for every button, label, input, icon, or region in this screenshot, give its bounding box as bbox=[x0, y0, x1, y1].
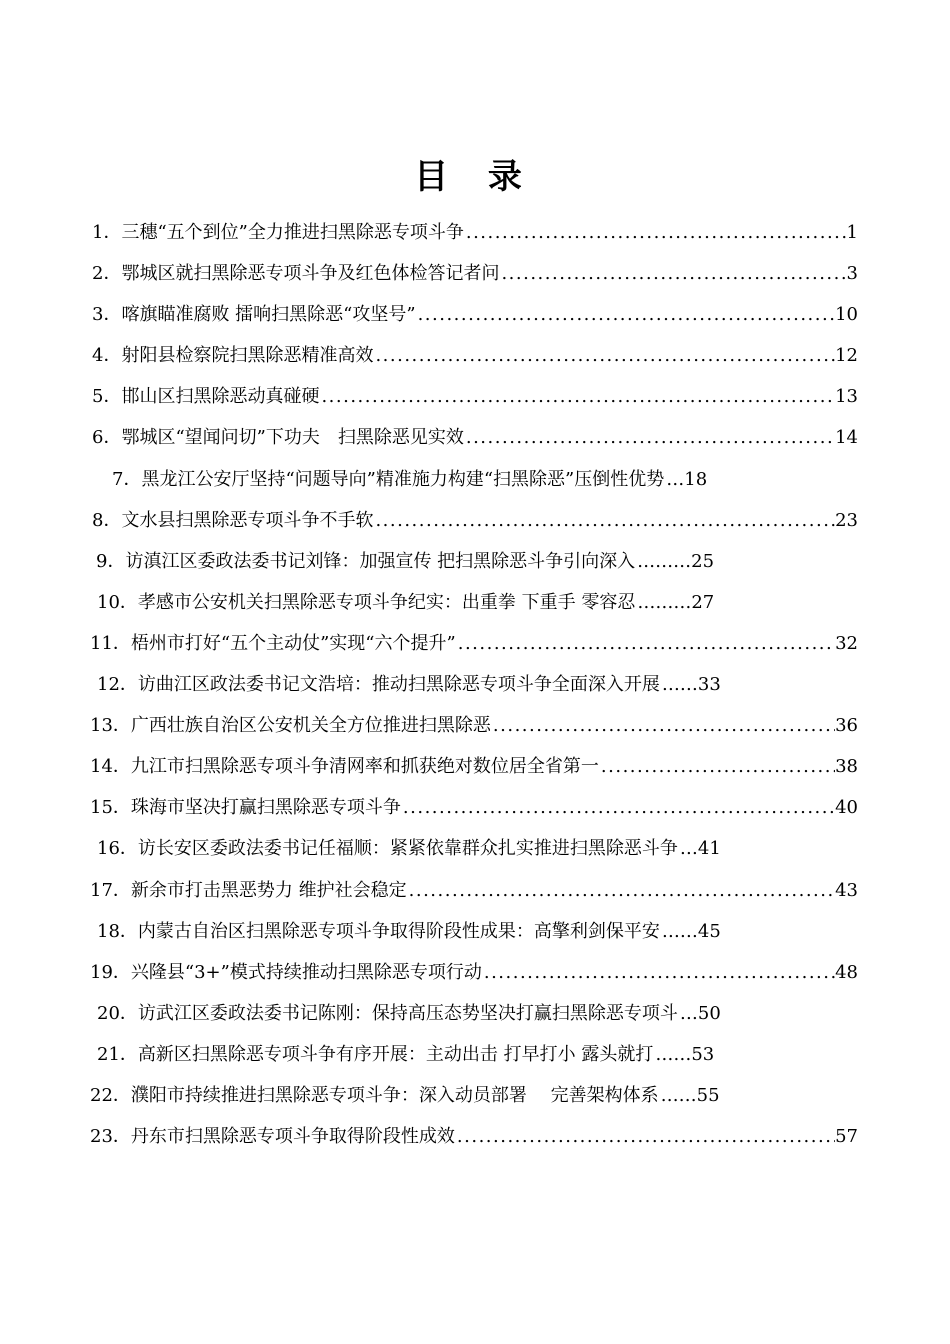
toc-entry[interactable] bbox=[0, 591, 856, 632]
toc-entry[interactable] bbox=[0, 837, 856, 878]
toc-entry[interactable] bbox=[0, 1002, 856, 1043]
toc-entry-number: 15． bbox=[90, 797, 131, 819]
toc-entry-number: 17． bbox=[90, 879, 131, 901]
toc-entry-number: 16． bbox=[97, 838, 138, 860]
toc-entry[interactable] bbox=[0, 796, 858, 837]
toc-entry-title: 兴隆县“3+”模式持续推动扫黑除恶专项行动 bbox=[130, 961, 482, 983]
toc-page-number: 40 bbox=[835, 797, 858, 819]
toc-ellipsis-leader: … bbox=[666, 468, 685, 490]
toc-entry-title: 濮阳市持续推进扫黑除恶专项斗争：深入动员部署 完善架构体系 bbox=[130, 1084, 659, 1106]
toc-page-number: 25 bbox=[691, 550, 715, 572]
toc-dot-leader bbox=[464, 221, 847, 245]
toc-entry[interactable] bbox=[0, 961, 858, 1002]
toc-page-number: 33 bbox=[697, 674, 721, 696]
toc-entry-number: 13． bbox=[90, 715, 131, 737]
toc-ellipsis-leader: …… bbox=[661, 920, 698, 942]
toc-page-number: 10 bbox=[835, 304, 858, 326]
page-title: 目 录 bbox=[414, 156, 536, 197]
toc-dot-leader bbox=[455, 1125, 835, 1149]
toc-page-number: 50 bbox=[697, 1002, 721, 1024]
toc-entry-title: 广西壮族自治区公安机关全方位推进扫黑除恶 bbox=[130, 715, 491, 737]
toc-entry-number: 2． bbox=[92, 263, 122, 285]
toc-entry[interactable] bbox=[0, 755, 858, 796]
toc-dot-leader bbox=[599, 755, 835, 779]
toc-entry-number: 11． bbox=[90, 632, 131, 654]
toc-ellipsis-leader: …… bbox=[655, 1043, 692, 1065]
toc-page-number: 55 bbox=[696, 1084, 720, 1106]
toc-entry-number: 19． bbox=[90, 961, 131, 983]
toc-page-number: 43 bbox=[835, 879, 858, 901]
toc-dot-leader bbox=[491, 714, 835, 738]
toc-entry-number: 5． bbox=[92, 386, 122, 408]
toc-entry-number: 18． bbox=[97, 920, 138, 942]
toc-entry[interactable] bbox=[0, 920, 856, 961]
toc-dot-leader bbox=[464, 426, 835, 450]
toc-entry-title: 高新区扫黑除恶专项斗争有序开展：主动出击 打早打小 露头就打 bbox=[137, 1043, 654, 1065]
toc-page-number: 3 bbox=[846, 263, 858, 285]
toc-entry[interactable] bbox=[0, 673, 856, 714]
toc-entry-title: 孝感市公安机关扫黑除恶专项斗争纪实：出重拳 下重手 零容忍 bbox=[137, 591, 636, 613]
toc-entry-number: 23． bbox=[90, 1126, 131, 1148]
toc-entry-title: 珠海市坚决打赢扫黑除恶专项斗争 bbox=[130, 797, 401, 819]
toc-entry-title: 喀旗瞄准腐败 擂响扫黑除恶“攻坚号” bbox=[121, 304, 416, 326]
toc-page-number: 18 bbox=[684, 468, 708, 490]
toc-ellipsis-leader: … bbox=[679, 1002, 698, 1024]
toc-dot-leader bbox=[407, 879, 835, 903]
toc-entry-title: 新余市打击黑恶势力 维护社会稳定 bbox=[130, 879, 407, 901]
toc-page-number: 53 bbox=[691, 1043, 715, 1065]
toc-entry[interactable] bbox=[0, 714, 858, 755]
toc-page-number: 13 bbox=[835, 386, 858, 408]
toc-entry-title: 射阳县检察院扫黑除恶精准高效 bbox=[121, 345, 374, 367]
toc-entry-title: 访曲江区政法委书记文浩培：推动扫黑除恶专项斗争全面深入开展 bbox=[137, 674, 660, 696]
toc-entry[interactable] bbox=[0, 509, 858, 550]
toc-entry-title: 邯山区扫黑除恶动真碰硬 bbox=[121, 386, 320, 408]
toc-entry[interactable] bbox=[0, 550, 856, 591]
toc-entry-number: 12． bbox=[97, 674, 138, 696]
toc-entry-title: 丹东市扫黑除恶专项斗争取得阶段性成效 bbox=[130, 1126, 455, 1148]
toc-entry-title: 梧州市打好“五个主动仗”实现“六个提升” bbox=[130, 632, 456, 654]
toc-entry[interactable] bbox=[0, 1125, 858, 1166]
toc-entry[interactable] bbox=[0, 632, 858, 673]
toc-entry-number: 3． bbox=[92, 304, 122, 326]
toc-entry-title: 鄂城区“望闻问切”下功夫 扫黑除恶见实效 bbox=[121, 427, 464, 449]
toc-entry-title: 黑龙江公安厅坚持“问题导向”精准施力构建“扫黑除恶”压倒性优势 bbox=[141, 468, 665, 490]
toc-entry-title: 文水县扫黑除恶专项斗争不手软 bbox=[121, 509, 374, 531]
toc-entry-number: 1． bbox=[92, 222, 122, 243]
toc-entry[interactable] bbox=[0, 385, 858, 426]
toc-entry[interactable] bbox=[0, 879, 858, 920]
toc-entry[interactable] bbox=[0, 303, 858, 344]
toc-dot-leader bbox=[416, 303, 836, 327]
toc-entry[interactable] bbox=[0, 221, 858, 262]
toc-entry[interactable] bbox=[0, 262, 858, 303]
toc-dot-leader bbox=[401, 796, 835, 820]
toc-entry-title: 访武江区委政法委书记陈刚：保持高压态势坚决打赢扫黑除恶专项斗 bbox=[137, 1002, 678, 1024]
toc-ellipsis-leader: ……… bbox=[637, 591, 692, 613]
toc-entry-title: 访滇江区委政法委书记刘锋：加强宣传 把扫黑除恶斗争引向深入 bbox=[125, 550, 636, 572]
toc-entry-number: 14． bbox=[90, 756, 131, 778]
toc-entry[interactable] bbox=[0, 468, 842, 509]
toc-entry-number: 9． bbox=[96, 550, 126, 572]
toc-page-number: 14 bbox=[835, 427, 858, 449]
toc-entry-number: 20． bbox=[97, 1002, 138, 1024]
toc-page-number: 36 bbox=[835, 715, 858, 737]
toc-entry[interactable] bbox=[0, 344, 858, 385]
toc-page-number: 48 bbox=[835, 961, 858, 983]
toc-dot-leader bbox=[482, 961, 835, 985]
toc-ellipsis-leader: …… bbox=[660, 1084, 697, 1106]
toc-entry-title: 鄂城区就扫黑除恶专项斗争及红色体检答记者问 bbox=[121, 263, 500, 285]
toc-page-number: 41 bbox=[697, 838, 721, 860]
toc-page-number: 38 bbox=[835, 756, 858, 778]
toc-ellipsis-leader: …… bbox=[661, 674, 698, 696]
toc-dot-leader bbox=[373, 344, 835, 368]
toc-page-number: 57 bbox=[835, 1126, 858, 1148]
toc-entry[interactable] bbox=[0, 1084, 858, 1125]
toc-page-number: 27 bbox=[691, 591, 715, 613]
toc-entry-title: 三穗“五个到位”全力推进扫黑除恶专项斗争 bbox=[121, 222, 464, 243]
table-of-contents bbox=[0, 221, 950, 1166]
toc-page-number: 45 bbox=[697, 920, 721, 942]
toc-dot-leader bbox=[319, 385, 835, 409]
toc-dot-leader bbox=[456, 632, 835, 656]
toc-entry[interactable] bbox=[0, 1043, 856, 1084]
toc-dot-leader bbox=[373, 509, 835, 533]
toc-page-number: 32 bbox=[835, 632, 858, 654]
toc-entry-title: 内蒙古自治区扫黑除恶专项斗争取得阶段性成果：高擎利剑保平安 bbox=[137, 920, 660, 942]
toc-entry-number: 4． bbox=[92, 345, 122, 367]
toc-entry-number: 22． bbox=[90, 1084, 131, 1106]
toc-entry-number: 6． bbox=[92, 427, 122, 449]
toc-entry-number: 10． bbox=[97, 591, 138, 613]
toc-entry-title: 访长安区委政法委书记任福顺：紧紧依靠群众扎实推进扫黑除恶斗争 bbox=[137, 838, 678, 860]
toc-entry-number: 7． bbox=[112, 468, 142, 490]
toc-page-number: 1 bbox=[846, 222, 858, 243]
toc-entry-title: 九江市扫黑除恶专项斗争清网率和抓获绝对数位居全省第一 bbox=[130, 756, 599, 778]
toc-ellipsis-leader: … bbox=[679, 838, 698, 860]
toc-page-number: 12 bbox=[835, 345, 858, 367]
toc-entry-number: 8． bbox=[92, 509, 122, 531]
toc-entry[interactable] bbox=[0, 426, 858, 467]
toc-ellipsis-leader: ……… bbox=[637, 550, 692, 572]
toc-page-number: 23 bbox=[835, 509, 858, 531]
toc-entry-number: 21． bbox=[97, 1043, 138, 1065]
toc-dot-leader bbox=[499, 262, 846, 286]
